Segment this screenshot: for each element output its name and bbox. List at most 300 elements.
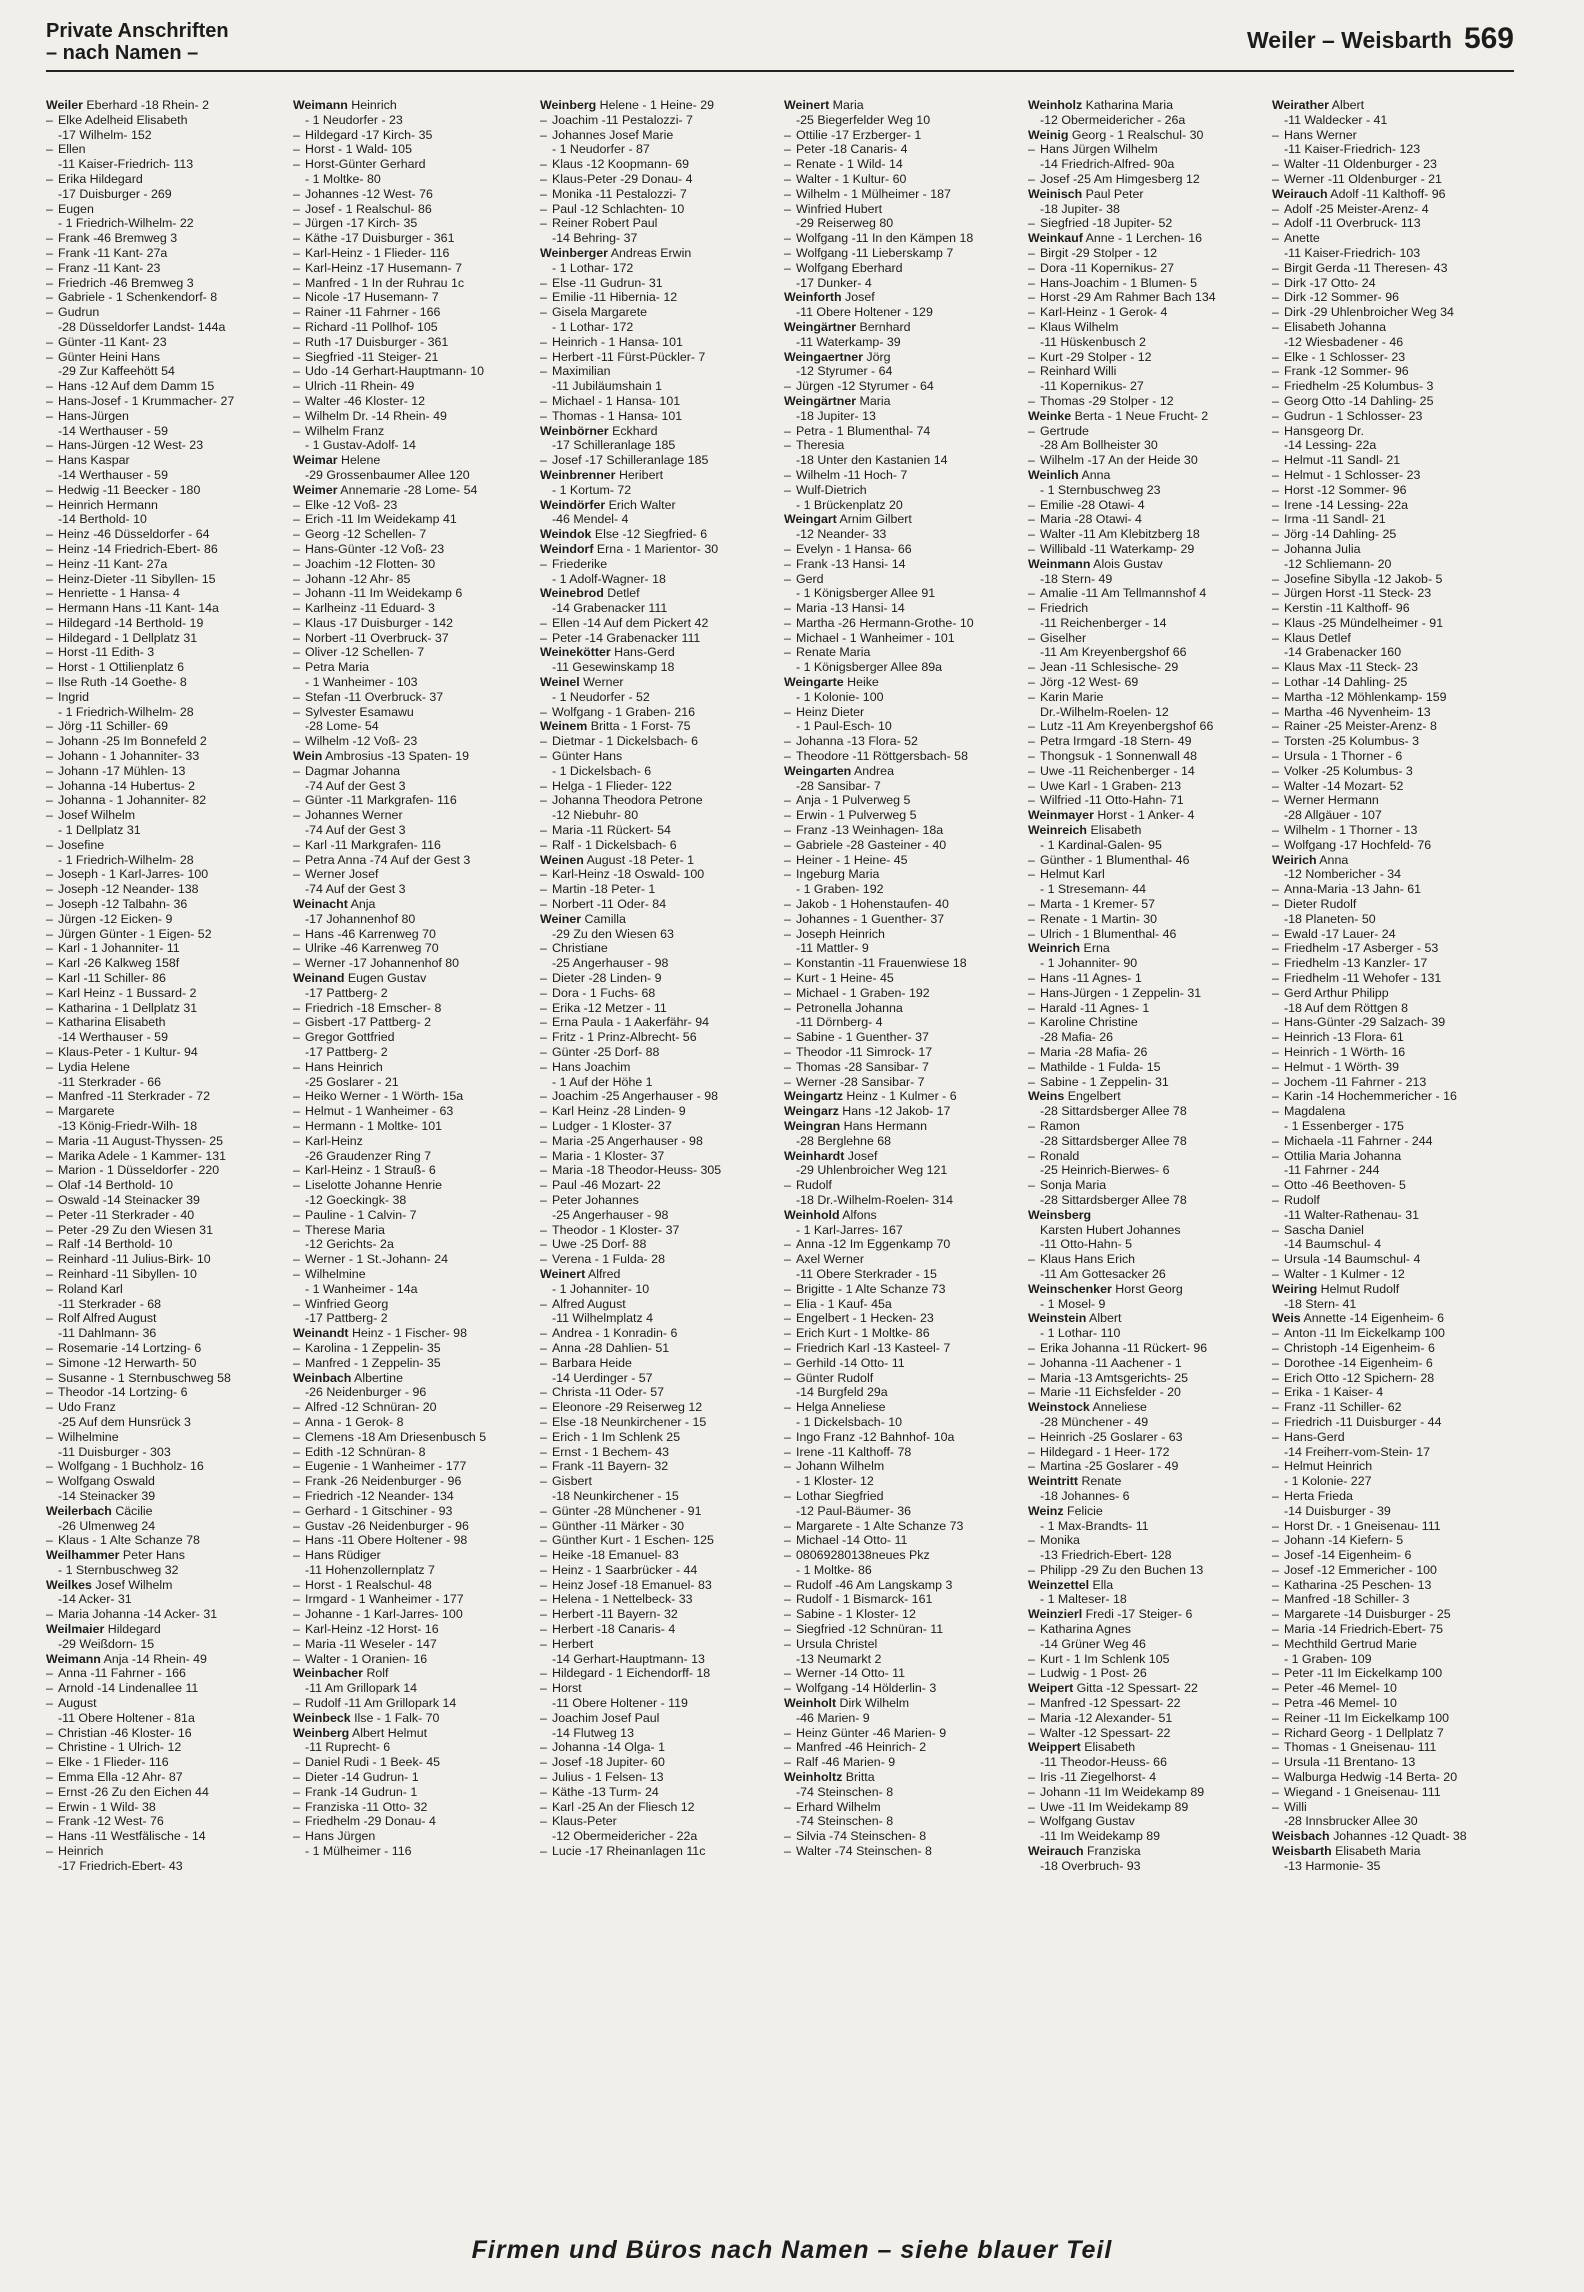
surname-entry	[784, 1208, 1024, 1223]
dash-mark: –	[784, 985, 791, 1000]
directory-entry	[46, 1015, 286, 1030]
entry-text: Klaus -12 Koopmann- 69	[552, 157, 690, 172]
entry-text: Josef -14 Eigenheim- 6	[1284, 1548, 1412, 1563]
directory-entry	[46, 572, 286, 587]
entry-text: Sonja Maria	[1040, 1178, 1107, 1193]
directory-entry	[1272, 453, 1512, 468]
entry-text: Iris -11 Ziegelhorst- 4	[1040, 1770, 1157, 1785]
entry-text: Johanna - 1 Johanniter- 82	[58, 793, 207, 808]
entry-text: Frank -46 Bremweg 3	[58, 231, 178, 246]
dash-mark: –	[540, 1844, 547, 1859]
address-line: -14 Grabenacker 111	[552, 601, 668, 616]
directory-entry	[784, 1311, 1024, 1326]
surname-entry	[293, 1666, 533, 1681]
directory-entry	[1028, 1459, 1268, 1474]
entry-text: Franziska -11 Otto- 32	[305, 1799, 428, 1814]
dash-mark: –	[1272, 1577, 1279, 1592]
surname-entry	[784, 1089, 1024, 1104]
directory-entry	[1272, 542, 1512, 557]
directory-entry	[784, 1533, 1024, 1548]
entry-text: Heinz - 1 Fischer- 98	[348, 1326, 467, 1341]
dash-mark: –	[293, 245, 300, 260]
entry-text: Norbert -11 Oder- 84	[552, 897, 667, 912]
entry-text: Gerhard - 1 Gitschiner - 93	[305, 1503, 453, 1518]
entry-text: Christoph -14 Eigenheim- 6	[1284, 1340, 1435, 1355]
entry-text: Günther Kurt - 1 Eschen- 125	[552, 1533, 714, 1548]
directory-entry	[46, 1104, 286, 1119]
address-line: -29 Grossenbaumer Allee 120	[305, 467, 470, 482]
dash-mark: –	[293, 808, 300, 823]
dash-mark: –	[1028, 926, 1035, 941]
surname: Weinkauf	[1028, 231, 1083, 246]
dash-mark: –	[293, 645, 300, 660]
dash-mark: –	[293, 231, 300, 246]
directory-entry	[540, 157, 780, 172]
entry-text: Katharina Agnes	[1040, 1622, 1131, 1637]
dash-mark: –	[1272, 763, 1279, 778]
directory-entry	[1272, 1149, 1512, 1164]
directory-entry	[1272, 1696, 1512, 1711]
dash-mark: –	[784, 1237, 791, 1252]
entry-text: Kurt -29 Stolper - 12	[1040, 349, 1152, 364]
entry-text: Horst - 1 Ottilienplatz 6	[58, 660, 185, 675]
entry-text: Margarete - 1 Alte Schanze 73	[796, 1518, 964, 1533]
dash-mark: –	[46, 734, 53, 749]
dash-mark: –	[540, 334, 547, 349]
dash-mark: –	[1028, 1651, 1035, 1666]
dash-mark: –	[784, 1252, 791, 1267]
entry-text: Friedrich -11 Duisburger - 44	[1284, 1414, 1442, 1429]
entry-text: Irmgard - 1 Wanheimer - 177	[305, 1592, 464, 1607]
surname-entry	[784, 98, 1024, 113]
address-line: -46 Marien- 9	[796, 1710, 870, 1725]
directory-entry	[1028, 350, 1268, 365]
surname-entry	[1028, 1607, 1268, 1622]
directory-entry	[540, 986, 780, 1001]
dash-mark: –	[293, 1266, 300, 1281]
surname-entry	[293, 1326, 533, 1341]
entry-text: Adolf -11 Overbruck- 113	[1284, 216, 1421, 231]
entry-text: Hans Heinrich	[305, 1059, 383, 1074]
dash-mark: –	[293, 1222, 300, 1237]
directory-entry	[1028, 1711, 1268, 1726]
dash-mark: –	[1272, 941, 1279, 956]
directory-entry	[784, 1178, 1024, 1193]
dash-mark: –	[1272, 453, 1279, 468]
directory-entry	[46, 305, 286, 320]
dash-mark: –	[293, 941, 300, 956]
directory-entry	[1272, 675, 1512, 690]
directory-entry	[1028, 1622, 1268, 1637]
address-line: -18 Overbruch- 93	[1040, 1858, 1141, 1873]
entry-text: Friedrich -18 Emscher- 8	[305, 1000, 442, 1015]
entry-text: Axel Werner	[796, 1252, 864, 1267]
directory-entry	[1272, 276, 1512, 291]
entry-text: Erika Johanna -11 Rückert- 96	[1040, 1340, 1208, 1355]
surname: Weiring	[1272, 1281, 1318, 1296]
directory-entry	[293, 1400, 533, 1415]
directory-entry	[1272, 1223, 1512, 1238]
address-line: - 1 Paul-Esch- 10	[796, 719, 892, 734]
entry-text: Horst-Günter Gerhard	[305, 157, 426, 172]
directory-entry	[784, 172, 1024, 187]
dash-mark: –	[784, 704, 791, 719]
address-line: -11 Mattler- 9	[796, 941, 869, 956]
surname: Weinlich	[1028, 467, 1079, 482]
address-line: -25 Heinrich-Bierwes- 6	[1040, 1163, 1170, 1178]
directory-entry	[784, 1371, 1024, 1386]
dash-mark: –	[293, 1592, 300, 1607]
directory-entry	[784, 202, 1024, 217]
entry-text: Emma Ella -12 Ahr- 87	[58, 1770, 183, 1785]
entry-text: Marion - 1 Düsseldorfer - 220	[58, 1163, 220, 1178]
dash-mark: –	[784, 1059, 791, 1074]
directory-entry	[1272, 1459, 1512, 1474]
entry-text: Norbert -11 Overbruck- 37	[305, 630, 449, 645]
address-line: - 1 Mülheimer - 116	[305, 1844, 412, 1859]
dash-mark: –	[1272, 1710, 1279, 1725]
directory-entry	[293, 1785, 533, 1800]
dash-mark: –	[1028, 1459, 1035, 1474]
entry-text: Josef Wilhelm	[58, 808, 136, 823]
directory-entry	[46, 276, 286, 291]
dash-mark: –	[784, 630, 791, 645]
surname: Weisbarth	[1272, 1844, 1332, 1859]
dash-mark: –	[784, 1636, 791, 1651]
surname: Weinem	[540, 719, 588, 734]
address-line: -11 Kaiser-Friedrich- 113	[58, 157, 194, 172]
dash-mark: –	[293, 423, 300, 438]
directory-entry	[540, 705, 780, 720]
dash-mark: –	[784, 541, 791, 556]
dash-mark: –	[46, 112, 53, 127]
entry-text: Alfons	[839, 1207, 877, 1222]
entry-text: Anna -28 Dahlien- 51	[552, 1340, 670, 1355]
dash-mark: –	[1028, 364, 1035, 379]
entry-text: Engelbert - 1 Hecken- 23	[796, 1311, 934, 1326]
directory-entry	[46, 882, 286, 897]
dash-mark: –	[46, 527, 53, 542]
address-line: -12 Wiesbadener - 46	[1284, 334, 1404, 349]
dash-mark: –	[293, 867, 300, 882]
address-line: -14 Lessing- 22a	[1284, 438, 1377, 453]
dash-mark: –	[540, 1385, 547, 1400]
directory-entry	[1272, 631, 1512, 646]
directory-entry	[293, 956, 533, 971]
directory-entry	[46, 172, 286, 187]
directory-entry	[46, 1134, 286, 1149]
surname: Weinbörner	[540, 423, 609, 438]
section-title	[46, 20, 229, 64]
address-line: -18 Stern- 49	[1040, 571, 1113, 586]
dash-mark: –	[784, 260, 791, 275]
entry-text: Johann -17 Mühlen- 13	[58, 763, 186, 778]
entry-text: Gertrude	[1040, 423, 1089, 438]
address-line: -18 Jupiter- 38	[1040, 201, 1120, 216]
address-line: - 1 Neudorfer - 52	[552, 689, 650, 704]
dash-mark: –	[1028, 1178, 1035, 1193]
address-line: -14 Steinacker 39	[58, 1488, 156, 1503]
address-line: -12 Goeckingk- 38	[305, 1192, 407, 1207]
entry-text: Katharina Maria	[1082, 98, 1174, 112]
entry-text: Olaf -14 Berthold- 10	[58, 1178, 174, 1193]
dash-mark: –	[293, 1059, 300, 1074]
dash-mark: –	[1028, 734, 1035, 749]
dash-mark: –	[293, 571, 300, 586]
directory-column	[540, 98, 780, 2178]
surname-entry	[1028, 1844, 1268, 1859]
entry-text: Katharina -25 Peschen- 13	[1284, 1577, 1432, 1592]
dash-mark: –	[1028, 1015, 1035, 1030]
entry-text: Albert Helmut	[349, 1725, 428, 1740]
address-line: - 1 Kolonie- 100	[796, 689, 884, 704]
dash-mark: –	[293, 660, 300, 675]
entry-text: Ralf - 1 Dickelsbach- 6	[552, 837, 677, 852]
dash-mark: –	[540, 778, 547, 793]
entry-text: Walter -46 Kloster- 12	[305, 393, 426, 408]
entry-text: Theresia	[796, 438, 845, 453]
entry-text: Thomas -29 Stolper - 12	[1040, 393, 1174, 408]
directory-entry	[540, 1045, 780, 1060]
dash-mark: –	[293, 1296, 300, 1311]
entry-text: Evelyn - 1 Hansa- 66	[796, 541, 912, 556]
entry-text: Cäcilie	[111, 1503, 153, 1518]
directory-entry	[1028, 1252, 1268, 1267]
dash-mark: –	[46, 1814, 53, 1829]
directory-entry	[1272, 172, 1512, 187]
entry-text: Johann - 1 Johanniter- 33	[58, 749, 200, 764]
entry-text: 08069280138neues Pkz	[796, 1548, 930, 1563]
entry-text: Eleonore -29 Reiserweg 12	[552, 1400, 703, 1415]
entry-text: Horst - 1 Realschul- 48	[305, 1577, 432, 1592]
entry-text: Gabriele - 1 Schenkendorf- 8	[58, 290, 218, 305]
dash-mark: –	[1272, 1059, 1279, 1074]
directory-entry	[784, 838, 1024, 853]
surname-entry	[1028, 1282, 1268, 1297]
surname: Weimann	[293, 98, 348, 112]
dash-mark: –	[293, 305, 300, 320]
directory-entry	[1028, 867, 1268, 882]
entry-text: Dora -11 Kopernikus- 27	[1040, 260, 1175, 275]
dash-mark: –	[1028, 1074, 1035, 1089]
dash-mark: –	[293, 319, 300, 334]
address-line: - 1 Dickelsbach- 10	[796, 1414, 903, 1429]
entry-text: Albert	[1086, 1311, 1122, 1326]
entry-text: Josef -17 Schilleranlage 185	[552, 453, 709, 468]
entry-text: Wolfgang -11 In den Kämpen 18	[796, 231, 974, 246]
entry-text: Jürgen Horst -11 Steck- 23	[1284, 586, 1432, 601]
dash-mark: –	[784, 1340, 791, 1355]
address-line: -18 Jupiter- 13	[796, 408, 876, 423]
dash-mark: –	[1272, 586, 1279, 601]
directory-entry	[293, 1474, 533, 1489]
entry-text: Amalie -11 Am Tellmannshof 4	[1040, 586, 1207, 601]
dash-mark: –	[1272, 319, 1279, 334]
entry-text: Erna	[1080, 941, 1110, 956]
dash-mark: –	[1272, 1400, 1279, 1415]
dash-mark: –	[1272, 985, 1279, 1000]
surname-entry	[540, 912, 780, 927]
directory-entry	[1272, 424, 1512, 439]
dash-mark: –	[784, 1666, 791, 1681]
dash-mark: –	[293, 186, 300, 201]
directory-entry	[46, 498, 286, 513]
entry-text: Erich -11 Im Weidekamp 41	[305, 512, 457, 527]
directory-entry	[1272, 379, 1512, 394]
directory-entry	[1028, 1385, 1268, 1400]
entry-text: Thomas - 1 Gneisenau- 111	[1284, 1740, 1437, 1755]
dash-mark: –	[46, 1340, 53, 1355]
dash-mark: –	[46, 882, 53, 897]
directory-entry	[46, 1800, 286, 1815]
directory-entry	[46, 394, 286, 409]
surname-entry	[540, 675, 780, 690]
dash-mark: –	[784, 1548, 791, 1563]
dash-mark: –	[46, 808, 53, 823]
entry-text: Frank -12 Sommer- 96	[1284, 364, 1409, 379]
address-line: - 1 Sternbuschweg 23	[1040, 482, 1161, 497]
directory-entry	[293, 1652, 533, 1667]
entry-text: Dora - 1 Fuchs- 68	[552, 985, 656, 1000]
dash-mark: –	[293, 393, 300, 408]
surname-entry	[1028, 1681, 1268, 1696]
entry-text: Johanna -14 Hubertus- 2	[58, 778, 196, 793]
entry-text: Martina -25 Goslarer - 49	[1040, 1459, 1179, 1474]
dash-mark: –	[46, 1533, 53, 1548]
entry-text: Karl -11 Schiller- 86	[58, 971, 166, 986]
dash-mark: –	[1028, 541, 1035, 556]
dash-mark: –	[784, 1355, 791, 1370]
entry-text: Walter -12 Spessart- 22	[1040, 1725, 1171, 1740]
dash-mark: –	[46, 453, 53, 468]
address-line: -12 Schliemann- 20	[1284, 556, 1392, 571]
directory-entry	[293, 512, 533, 527]
address-line: -17 Friedrich-Ebert- 43	[58, 1858, 183, 1873]
entry-text: Michael - 1 Graben- 192	[796, 985, 930, 1000]
dash-mark: –	[1272, 793, 1279, 808]
dash-mark: –	[1272, 689, 1279, 704]
dash-mark: –	[1272, 1222, 1279, 1237]
surname-entry	[1272, 1829, 1512, 1844]
surname: Weinen	[540, 852, 584, 867]
dash-mark: –	[1028, 1814, 1035, 1829]
address-line: - 1 Friedrich-Wilhelm- 22	[58, 216, 194, 231]
dash-mark: –	[784, 423, 791, 438]
entry-text: Paul -46 Mozart- 22	[552, 1178, 661, 1193]
entry-text: Fredi -17 Steiger- 6	[1082, 1607, 1193, 1622]
entry-text: Gabriele -28 Gasteiner - 40	[796, 837, 947, 852]
address-line: -14 Gerhart-Hauptmann- 13	[552, 1651, 705, 1666]
directory-entry	[784, 1075, 1024, 1090]
directory-entry	[46, 1696, 286, 1711]
directory-entry	[293, 808, 533, 823]
dash-mark: –	[1028, 1118, 1035, 1133]
directory-entry	[540, 1459, 780, 1474]
surname: Weinandt	[293, 1326, 349, 1341]
dash-mark: –	[1028, 1696, 1035, 1711]
directory-entry	[1272, 1267, 1512, 1282]
directory-entry	[1272, 1578, 1512, 1593]
entry-text: Erika -12 Metzer - 11	[552, 1000, 667, 1015]
surname: Weinand	[293, 971, 345, 986]
entry-text: Walter -11 Am Klebitzberg 18	[1040, 527, 1200, 542]
directory-entry	[784, 823, 1024, 838]
dash-mark: –	[1272, 127, 1279, 142]
directory-entry	[540, 1548, 780, 1563]
entry-text: Heinz -11 Kant- 27a	[58, 556, 168, 571]
surname-entry	[1028, 941, 1268, 956]
directory-entry	[1028, 734, 1268, 749]
dash-mark: –	[784, 1178, 791, 1193]
directory-entry	[540, 1785, 780, 1800]
surname-entry	[784, 290, 1024, 305]
entry-text: Käthe -17 Duisburger - 361	[305, 231, 455, 246]
directory-entry	[46, 379, 286, 394]
directory-entry	[540, 1193, 780, 1208]
directory-entry	[46, 690, 286, 705]
dash-mark: –	[1028, 793, 1035, 808]
address-line: -28 Allgäuer - 107	[1284, 808, 1382, 823]
directory-entry	[540, 749, 780, 764]
entry-text: Ellen	[58, 142, 86, 157]
directory-entry	[46, 1385, 286, 1400]
entry-text: Andreas Erwin	[607, 245, 692, 260]
dash-mark: –	[1028, 601, 1035, 616]
dash-mark: –	[293, 1651, 300, 1666]
entry-text: Maria -25 Angerhauser - 98	[552, 1133, 703, 1148]
directory-entry	[1028, 690, 1268, 705]
surname: Weinholtz	[784, 1770, 843, 1785]
dash-mark: –	[784, 1577, 791, 1592]
dash-mark: –	[1272, 1178, 1279, 1193]
address-line: -11 Am Gottesacker 26	[1040, 1266, 1166, 1281]
surname: Weinbach	[293, 1370, 352, 1385]
entry-text: Emilie -28 Otawi- 4	[1040, 497, 1145, 512]
dash-mark: –	[540, 1710, 547, 1725]
directory-entry	[46, 927, 286, 942]
entry-text: Hans -46 Karrenweg 70	[305, 926, 436, 941]
dash-mark: –	[46, 1459, 53, 1474]
directory-entry	[46, 1814, 286, 1829]
dash-mark: –	[1272, 601, 1279, 616]
dash-mark: –	[46, 571, 53, 586]
entry-text: Ottilie -17 Erzberger- 1	[796, 127, 922, 142]
entry-text: Josefine	[58, 837, 105, 852]
address-line: -11 Obere Holtener - 81a	[58, 1710, 195, 1725]
directory-entry	[293, 941, 533, 956]
directory-entry	[46, 1755, 286, 1770]
dash-mark: –	[784, 808, 791, 823]
dash-mark: –	[540, 1592, 547, 1607]
entry-text: Karl -26 Kalkweg 158f	[58, 956, 180, 971]
entry-text: Hans-Günter -29 Salzach- 39	[1284, 1015, 1446, 1030]
dash-mark: –	[293, 734, 300, 749]
directory-entry	[540, 1666, 780, 1681]
directory-entry	[540, 1089, 780, 1104]
dash-mark: –	[1028, 586, 1035, 601]
dash-mark: –	[46, 556, 53, 571]
directory-entry	[784, 261, 1024, 276]
entry-text: Irma -11 Sandl- 21	[1284, 512, 1386, 527]
directory-columns	[46, 98, 1514, 2178]
dash-mark: –	[46, 408, 53, 423]
entry-text: Ernst - 1 Bechem- 43	[552, 1444, 670, 1459]
dash-mark: –	[1272, 216, 1279, 231]
entry-text: Margarete	[58, 1104, 115, 1119]
directory-entry	[293, 631, 533, 646]
entry-text: Karl-Heinz - 1 Gerok- 4	[1040, 305, 1168, 320]
directory-entry	[1028, 1430, 1268, 1445]
